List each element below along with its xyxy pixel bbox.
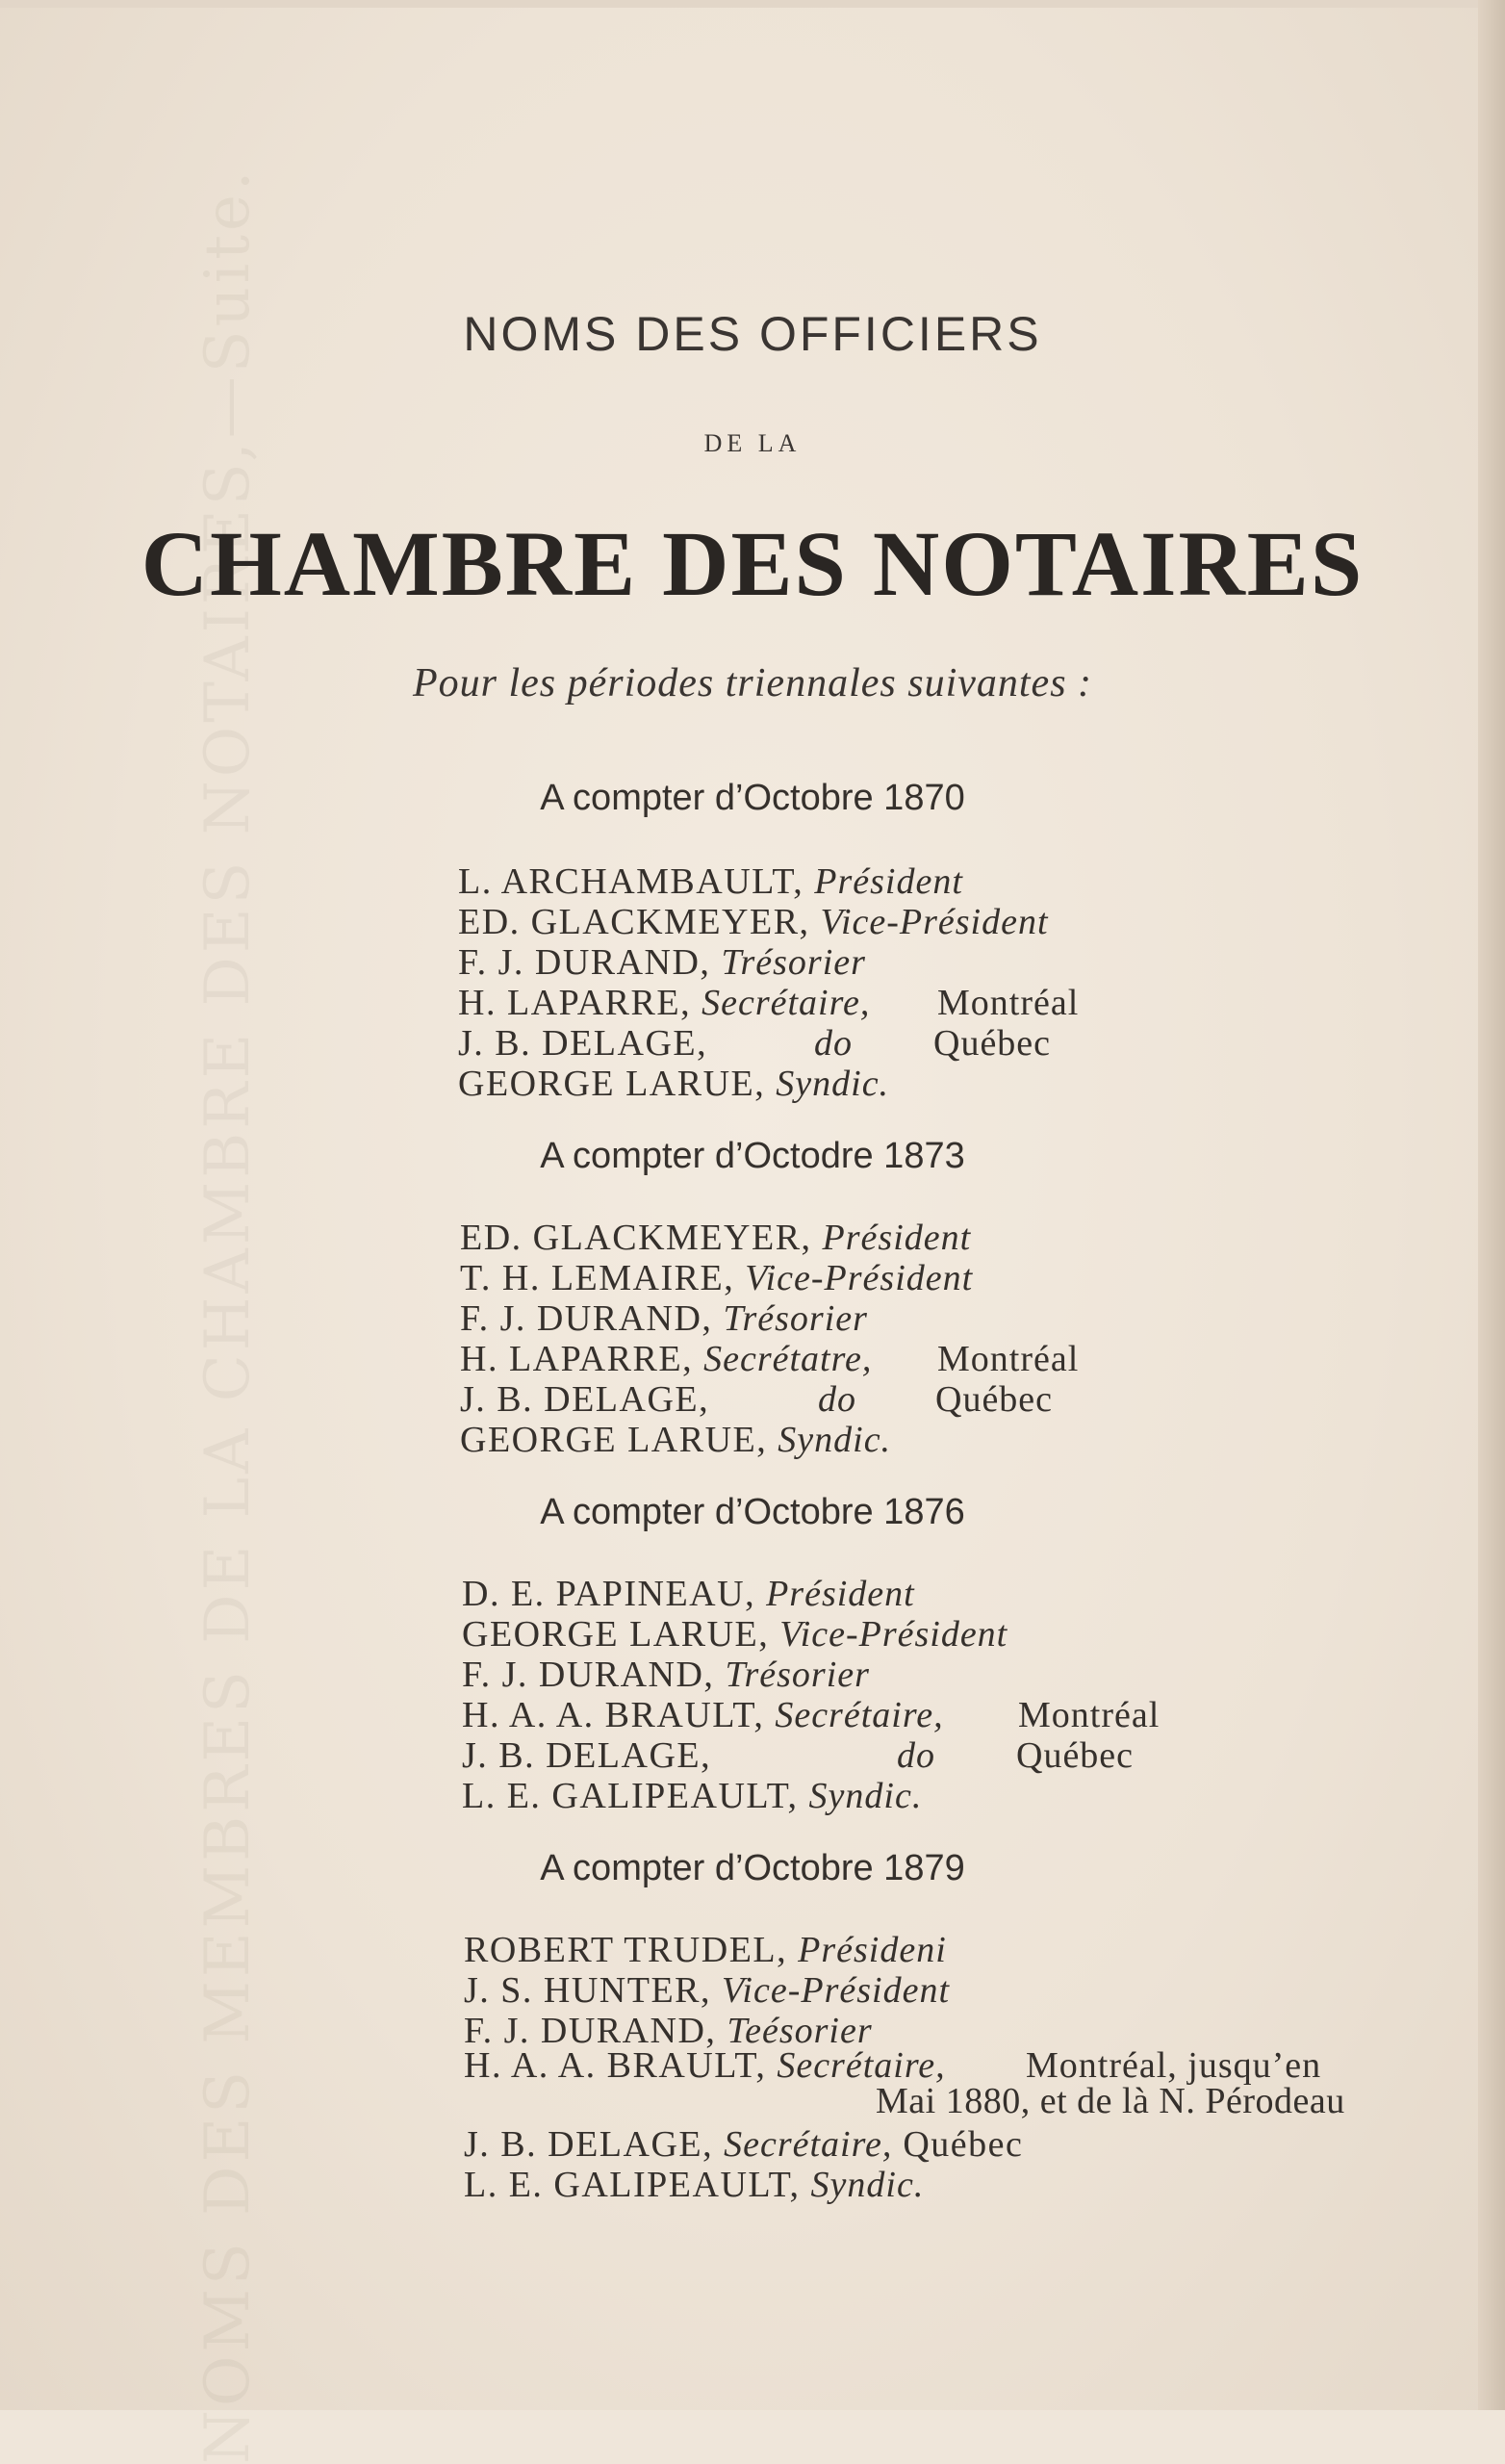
officer-role: Vice-Président [722, 1970, 951, 2011]
officer-place: Montréal [937, 1339, 1080, 1379]
officer-name: H. A. A. BRAULT, [464, 2045, 767, 2086]
officer-row [462, 1733, 1193, 1778]
bleed-through-text: NOMS DES MEMBRES DE LA CHAMBRE DES NOTAIRES,—Suite. [192, 167, 264, 2464]
section-heading-1873: A compter d’Octodre 1873 [540, 1136, 965, 1176]
officer-name: J. B. DELAGE, [458, 1023, 708, 1064]
officer-role: Teésorier [727, 2011, 873, 2051]
officer-name: GEORGE LARUE, [460, 1420, 768, 1460]
officer-name: L. E. GALIPEAULT, [462, 1776, 799, 1816]
officer-role: Président [814, 861, 963, 902]
officer-row [460, 1216, 971, 1260]
officer-name: J. B. DELAGE, [462, 1735, 712, 1776]
officer-role-ditto: do [897, 1735, 935, 1776]
officer-name: D. E. PAPINEAU, [462, 1574, 756, 1614]
officer-row [464, 1968, 950, 2013]
officer-role: Syndic. [810, 2165, 925, 2205]
officer-role: Vice-Président [745, 1258, 974, 1298]
officer-role: Président [822, 1218, 972, 1258]
officer-name: F. J. DURAND, [458, 942, 711, 983]
officer-row [462, 1572, 915, 1616]
officer-role: Syndic. [776, 1064, 890, 1104]
officer-place: Québec [935, 1379, 1054, 1420]
officer-place: Québec [933, 1023, 1052, 1064]
officer-role-ditto: do [818, 1379, 856, 1420]
title-line-3: CHAMBRE DES NOTAIRES [140, 512, 1365, 615]
officer-name: GEORGE LARUE, [462, 1614, 770, 1655]
title-line-1: NOMS DES OFFICIERS [463, 307, 1042, 361]
officer-name: ROBERT TRUDEL, [464, 1930, 788, 1970]
officer-role: Trésorier [721, 942, 866, 983]
officer-role: Secrétatre, [703, 1339, 873, 1379]
officer-name: F. J. DURAND, [460, 1298, 713, 1339]
officer-place: Montréal, jusqu’en [1026, 2045, 1322, 2086]
officer-name: L. ARCHAMBAULT, [458, 861, 804, 902]
officer-place: Québec [903, 2124, 1024, 2165]
officer-name: H. LAPARRE, [460, 1339, 694, 1379]
officer-role: Syndic. [778, 1420, 892, 1460]
officer-row [460, 1256, 973, 1300]
officer-role-ditto: do [814, 1023, 853, 1064]
page-top-edge [0, 0, 1505, 8]
officer-place: Montréal [1018, 1695, 1161, 1735]
officer-name: T. H. LEMAIRE, [460, 1258, 735, 1298]
officer-role: Secrétaire, [775, 1695, 944, 1735]
subtitle: Pour les périodes triennales suivantes : [412, 661, 1093, 706]
officer-row [460, 1296, 868, 1341]
officer-role: Présideni [798, 1930, 947, 1970]
officer-row [458, 860, 963, 904]
officer-name: F. J. DURAND, [462, 1655, 715, 1695]
officer-row [462, 1774, 922, 1818]
officer-place: Québec [1016, 1735, 1135, 1776]
officer-name: J. B. DELAGE, [464, 2124, 714, 2165]
officer-name: H. LAPARRE, [458, 983, 692, 1023]
officer-row [460, 1337, 1134, 1381]
officer-row [464, 2122, 1023, 2167]
officer-note: Mai 1880, et de là N. Pérodeau [876, 2081, 1345, 2121]
officer-row [464, 1928, 947, 1972]
section-heading-1870: A compter d’Octobre 1870 [540, 778, 965, 818]
officer-row [460, 1418, 891, 1462]
officer-row [462, 1612, 1008, 1656]
officer-name: ED. GLACKMEYER, [460, 1218, 812, 1258]
officer-role: Trésorier [723, 1298, 868, 1339]
officer-row [462, 1693, 1193, 1737]
officer-name: ED. GLACKMEYER, [458, 902, 810, 942]
officer-row [458, 1021, 1132, 1065]
officer-role: Secrétaire, [724, 2124, 893, 2165]
officer-name: F. J. DURAND, [464, 2011, 717, 2051]
officer-role: Secrétaire, [701, 983, 871, 1023]
officer-role: Vice-Président [820, 902, 1049, 942]
officer-name: GEORGE LARUE, [458, 1064, 766, 1104]
officer-place: Montréal [937, 983, 1080, 1023]
officer-row [458, 900, 1049, 944]
officer-role: Secrétaire, [777, 2045, 946, 2086]
officer-row [458, 940, 866, 985]
officer-role: Président [766, 1574, 915, 1614]
officer-role: Syndic. [808, 1776, 923, 1816]
officer-role: Vice-Président [779, 1614, 1008, 1655]
officer-row [464, 2163, 924, 2207]
officer-row [458, 981, 1132, 1025]
officer-row [462, 1653, 870, 1697]
officer-name: J. B. DELAGE, [460, 1379, 710, 1420]
officer-role: Trésorier [725, 1655, 870, 1695]
title-line-2: DE LA [703, 429, 802, 457]
section-heading-1876: A compter d’Octobre 1876 [540, 1492, 965, 1532]
officer-row [460, 1377, 1134, 1422]
officer-name: L. E. GALIPEAULT, [464, 2165, 801, 2205]
section-heading-1879: A compter d’Octobre 1879 [540, 1848, 965, 1888]
officer-row [458, 1062, 889, 1106]
officer-name: J. S. HUNTER, [464, 1970, 712, 2011]
officer-name: H. A. A. BRAULT, [462, 1695, 765, 1735]
